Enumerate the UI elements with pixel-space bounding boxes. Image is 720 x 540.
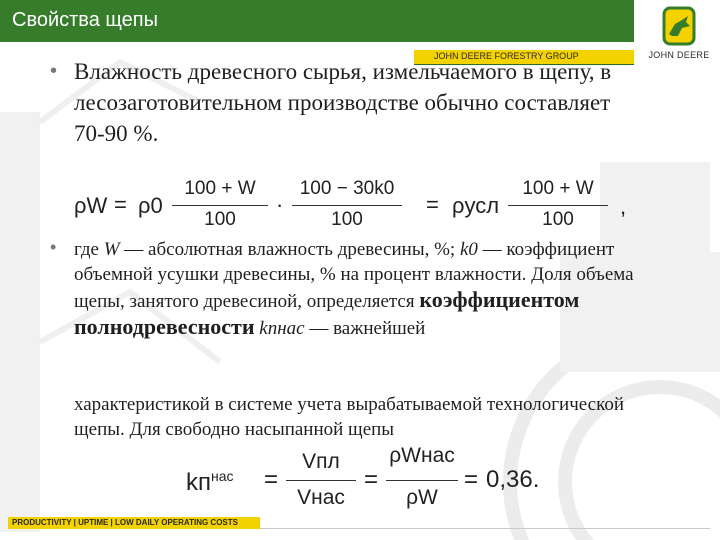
text-w-definition: — абсолютная влажность древесины, %; [119,239,460,260]
fraction-2-bar [292,205,402,206]
fraction-3-bar [508,205,608,206]
fullness-value: 0,36. [486,466,540,493]
fraction-3-numerator: 100 + W [522,178,594,199]
var-w: W [103,239,120,260]
john-deere-logo [642,6,716,70]
multiply-dot: · [276,192,284,217]
equals-sign-3: = [264,466,279,493]
rho-w: ρW [74,193,108,218]
equals-sign-2: = [426,192,439,217]
footer-divider [260,528,710,529]
bullet-1: • [50,60,58,82]
fraction-1-bar [172,205,268,206]
footer-tagline: PRODUCTIVITY | UPTIME | LOW DAILY OPERATING COSTS [12,518,238,527]
k-superscript: нас [211,468,234,484]
k-base: kп [186,469,211,496]
text-where: где [74,239,104,260]
fraction-5-denominator: ρW [406,486,438,509]
page-title: Свойства щепы [12,9,158,31]
logo-wordmark: JOHN DEERE [648,50,710,60]
text-k0-definition: — коэффициент объемной усушки древесины, % на процент влажности. Доля объема щепы, занятого древесиной, определяется [74,239,634,312]
bullet-2: • [50,237,57,257]
formula-fullness [186,444,556,518]
fraction-3-denominator: 100 [542,209,574,230]
rho-0: ρ0 [138,193,163,218]
paragraph-characteristic: характеристикой в системе учета вырабатываемой технологической щепы. Для свободно насыпанной щепы [74,394,625,440]
fraction-5-numerator: ρWнас [389,444,455,467]
k-symbol [186,468,234,497]
term-fullness-coefficient: коэффициентом полнодревесности [74,287,580,339]
fraction-4-bar [286,480,356,481]
formula-density [74,178,644,234]
fraction-1-denominator: 100 [204,209,236,230]
footer-banner [8,517,260,529]
text-most-important: — важнейшей [304,318,426,339]
fraction-1-numerator: 100 + W [184,178,256,199]
forestry-group-label: JOHN DEERE FORESTRY GROUP [434,51,579,61]
equals-sign-5: = [464,466,479,493]
fraction-5-bar [386,480,458,481]
fraction-4-numerator: Vпл [302,450,340,473]
equals-sign-1: = [114,192,127,217]
fraction-4-denominator: Vнас [297,486,345,509]
deer-icon [642,6,716,48]
paragraph-moisture: Влажность древесного сырья, измельчаемого в щепу, в лесозаготовительном производстве обычно составляет 70-90 %. [74,59,612,146]
fraction-2-numerator: 100 − 30k0 [299,178,395,199]
formula-comma: , [620,194,627,219]
rho-usl: ρусл [452,193,500,218]
var-kpnas: kпнас [254,318,305,339]
fraction-2-denominator: 100 [331,209,363,230]
var-k0: k0 [459,239,478,260]
equals-sign-4: = [364,466,379,493]
title-bar [0,0,634,42]
paragraph-definitions [74,237,639,341]
